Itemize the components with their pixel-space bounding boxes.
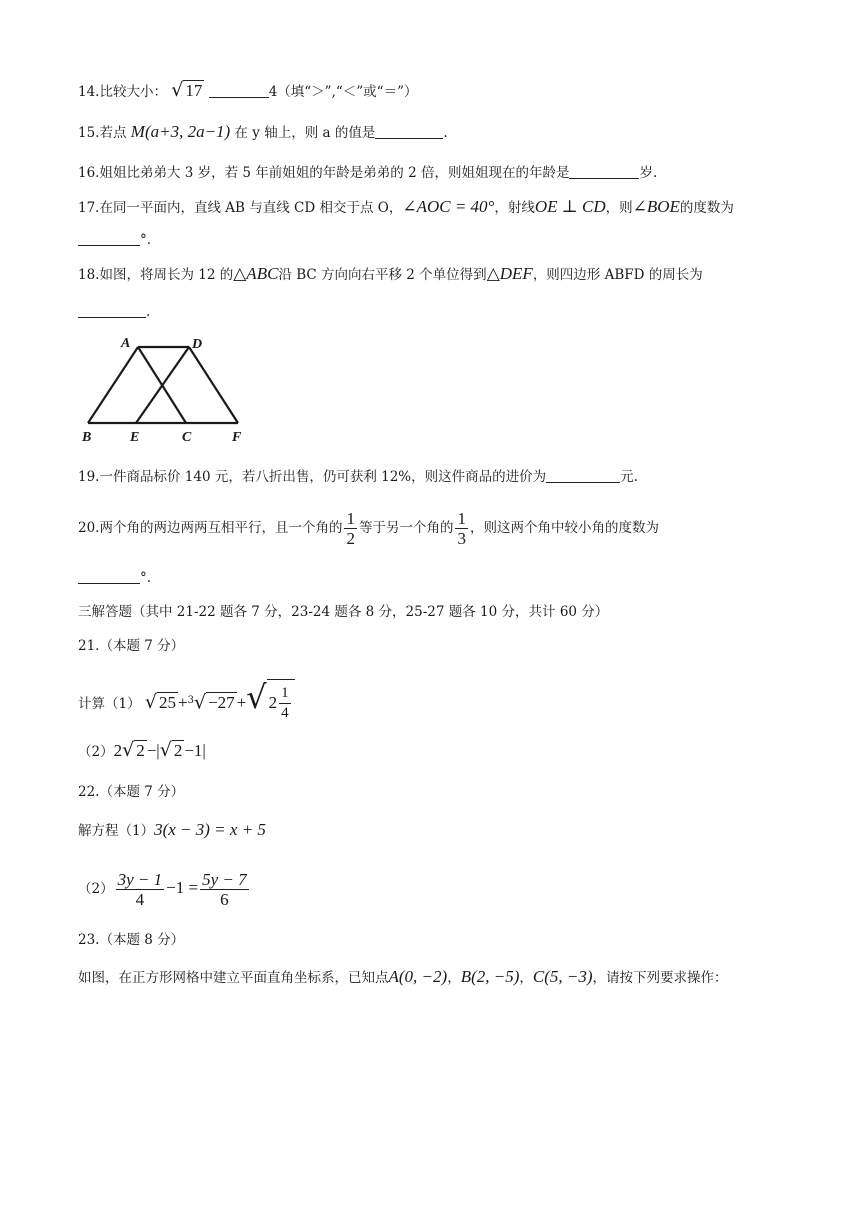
fraction-one-half: $\frac{1}{2}$ xyxy=(346,509,355,548)
q18-mid: 沿 BC 方向向右平移 2 个单位得到 xyxy=(278,267,487,283)
question-18 xyxy=(78,264,703,285)
section-3-title: 三解答题（其中 21-22 题各 7 分，23-24 题各 8 分，25-27 题各 10 分，共计 60 分） xyxy=(78,604,609,620)
question-22-part2: （2） $\frac{3y - 1}{4}$ −1 = $\frac{5y - 7}{6}$ xyxy=(78,870,247,909)
q19-text: 19.一件商品标价 140 元，若八折出售，仍可获利 12%，则这件商品的进价为 xyxy=(78,469,547,485)
label-B: B xyxy=(82,430,92,445)
question-20 xyxy=(78,508,659,550)
sqrt-2-b: √ 2 xyxy=(159,739,183,761)
fraction-one-third: $\frac{1}{3}$ xyxy=(457,509,466,548)
label-F: F xyxy=(232,430,242,445)
perp-OE-CD: OE ⊥ CD xyxy=(534,197,606,216)
q18-prefix: 18.如图，将周长为 12 的 xyxy=(78,267,234,283)
triangle-ABC: △ABC xyxy=(233,264,279,283)
sqrt-17: √ 17 xyxy=(171,79,203,101)
question-23-text: 如图，在正方形网格中建立平面直角坐标系，已知点A(0, −2)，B(2, −5)，C(5, −3)，请按下列要求操作： xyxy=(78,967,728,986)
answer-blank-16[interactable] xyxy=(569,164,639,179)
q17-degree: °. xyxy=(140,232,152,248)
label-E: E xyxy=(130,430,140,445)
label-C: C xyxy=(182,430,192,445)
segment-AB xyxy=(88,347,138,423)
q15-end: . xyxy=(443,125,448,141)
sqrt-2-a: √ 2 xyxy=(122,739,145,761)
fraction-3y-1-over-4: $\frac{3y - 1}{4}$ xyxy=(117,870,163,909)
question-14 xyxy=(78,80,417,102)
q22-part2-label: （2） xyxy=(78,881,114,897)
q23-end: ，请按下列要求操作： xyxy=(592,970,728,986)
point-M: M xyxy=(130,122,145,141)
answer-blank-17[interactable] xyxy=(78,231,140,246)
question-22-header: 22.（本题 7 分） xyxy=(78,784,185,800)
point-B: B(2, −5) xyxy=(460,967,520,986)
question-20-line2 xyxy=(78,568,151,588)
q14-prefix: 14.比较大小： xyxy=(78,84,167,100)
point-A: A(0, −2) xyxy=(388,967,448,986)
q19-end: 元. xyxy=(620,469,638,485)
answer-blank-15[interactable] xyxy=(375,124,443,139)
question-23-header: 23.（本题 8 分） xyxy=(78,932,185,948)
answer-blank-14[interactable] xyxy=(209,83,269,98)
question-22-part1 xyxy=(78,820,266,841)
q20-degree: °. xyxy=(140,570,152,586)
question-19 xyxy=(78,467,638,487)
q17-mid: ，射线 xyxy=(494,200,535,216)
question-16 xyxy=(78,163,657,183)
q16-end: 岁. xyxy=(639,165,658,181)
question-15 xyxy=(78,122,448,143)
sqrt-25: √ 25 xyxy=(144,691,176,713)
angle-BOE: ∠BOE xyxy=(632,197,680,216)
label-D: D xyxy=(192,337,203,352)
answer-blank-19[interactable] xyxy=(546,468,620,483)
q22-part1-label: 解方程（1） xyxy=(78,823,155,839)
q20-end: ，则这两个角中较小角的度数为 xyxy=(469,520,659,536)
triangle-DEF: △DEF xyxy=(486,264,533,283)
q14-tail: 4（填“＞”,“＜”或“＝”） xyxy=(268,84,418,100)
question-17 xyxy=(78,197,734,218)
answer-blank-20[interactable] xyxy=(78,569,140,584)
q15-mid: 在 y 轴上，则 a 的值是 xyxy=(234,125,376,141)
sqrt-mixed-2-1-4: √ 2 $\frac{1}{4}$ xyxy=(246,674,294,727)
cbrt-neg27: $^3$√ −27 xyxy=(187,691,235,713)
q21-part1-label: 计算（1） xyxy=(78,696,141,712)
label-A: A xyxy=(121,336,131,351)
q18-end2: . xyxy=(146,304,151,320)
point-C: C(5, −3) xyxy=(532,967,593,986)
q18-end: ，则四边形 ABFD 的周长为 xyxy=(532,267,703,283)
question-21-part2: （2）2√ 2 −|√ 2 −1| xyxy=(78,739,206,761)
translation-figure xyxy=(78,333,258,445)
equation-1: 3(x − 3) = x + 5 xyxy=(154,820,266,839)
q20-mid: 等于另一个角的 xyxy=(358,520,454,536)
q23-prefix: 如图，在正方形网格中建立平面直角坐标系，已知点 xyxy=(78,970,389,986)
q17-prefix: 17.在同一平面内，直线 AB 与直线 CD 相交于点 O， xyxy=(78,200,403,216)
segment-DF xyxy=(189,347,238,423)
fraction-5y-7-over-6: $\frac{5y - 7}{6}$ xyxy=(202,870,247,909)
q17-mid2: ，则 xyxy=(605,200,633,216)
answer-blank-18[interactable] xyxy=(78,303,146,318)
angle-AOC: ∠AOC = 40° xyxy=(402,197,495,216)
q16-text: 16.姐姐比弟弟大 3 岁，若 5 年前姐姐的年龄是弟弟的 2 倍，则姐姐现在的年龄是 xyxy=(78,165,570,181)
q21-part2-label: （2） xyxy=(78,744,114,760)
question-18-line2 xyxy=(78,302,150,322)
question-21-part1: 计算（1） √ 25 +$^3$√ −27 +√ 2 $\frac{1}{4}$ xyxy=(78,674,295,722)
q17-end: 的度数为 xyxy=(679,200,734,216)
q20-prefix: 20.两个角的两边两两互相平行，且一个角的 xyxy=(78,520,343,536)
question-21-header: 21.（本题 7 分） xyxy=(78,638,185,654)
point-M-coords: (a+3, 2a−1) xyxy=(144,122,231,141)
q15-prefix: 15.若点 xyxy=(78,125,127,141)
question-17-line2 xyxy=(78,230,151,250)
